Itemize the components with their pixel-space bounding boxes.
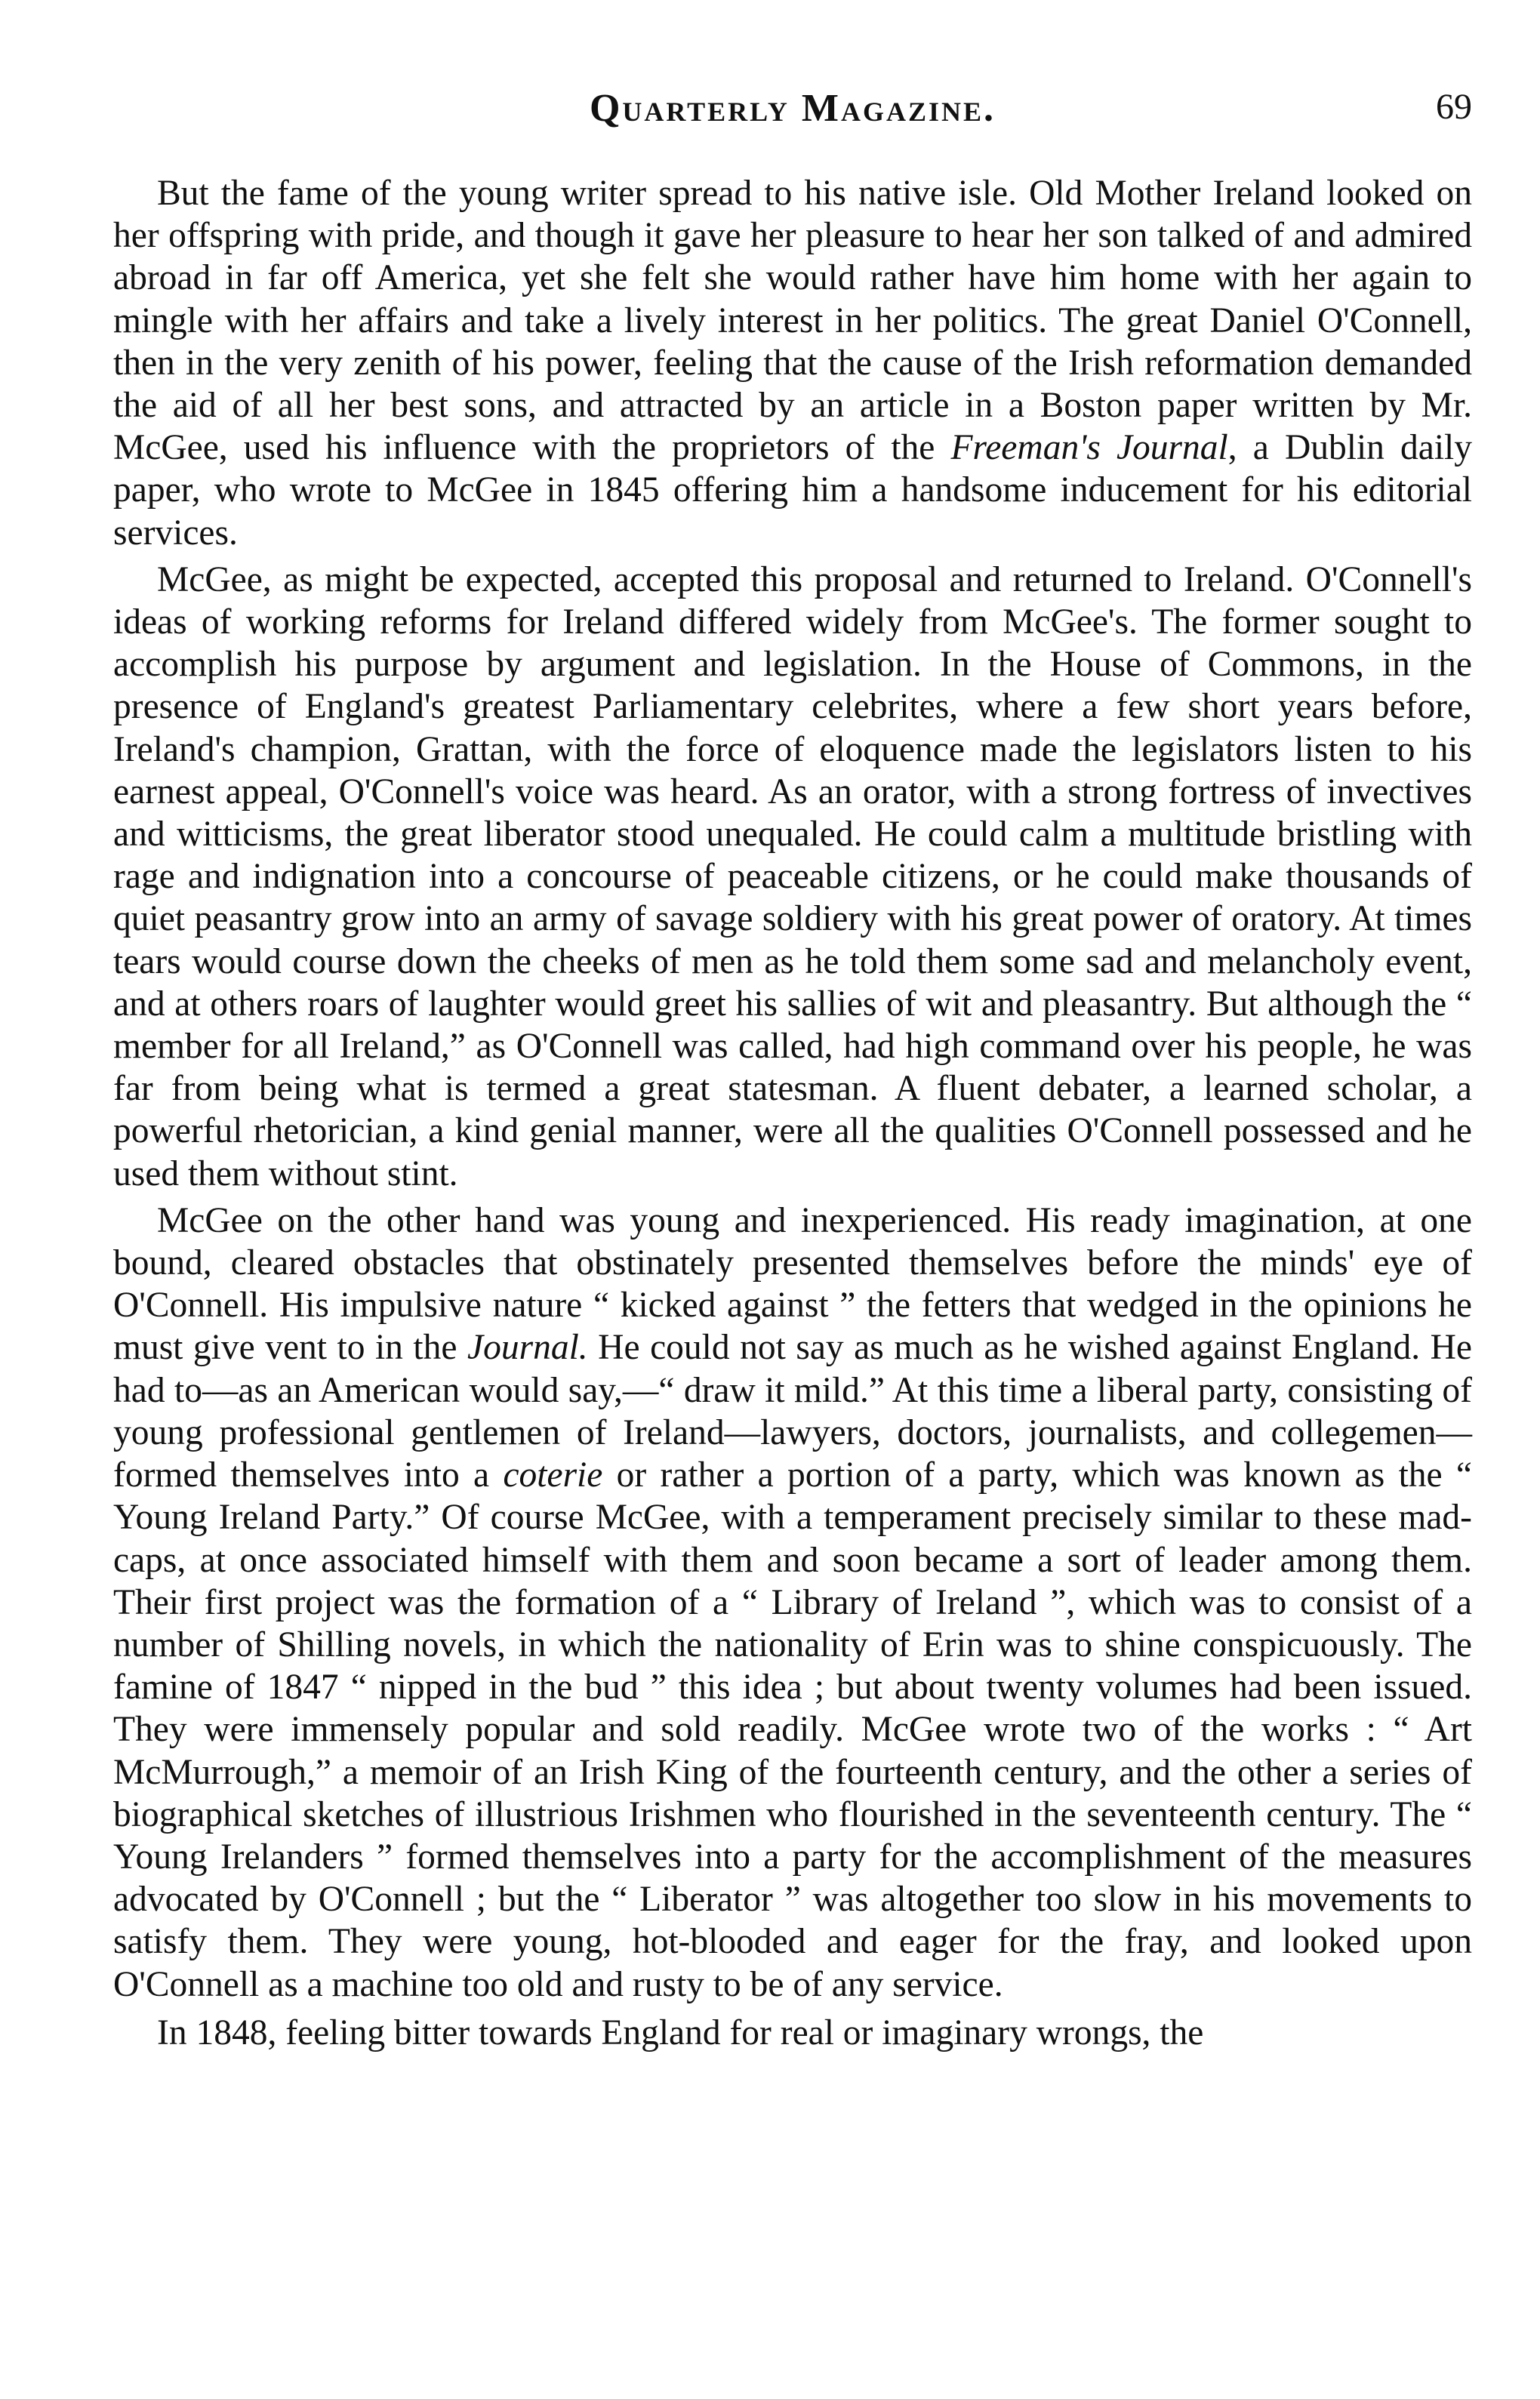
paragraph-text: McGee, as might be expected, accepted this proposal and returned to Ireland. O'Connell's ideas of working reforms for Ireland differed widely from McGee's. The former sought to accomplish his purpose by argument and legislation. In the House of Commons, in the presence of England's greatest Parliamentary celebrites, where a few short years before, Ireland's champion, Grattan, with the force of eloquence made the legislators listen to his earnest appeal, O'Connell's voice was heard. As an orator, with a strong fortress of invectives and witticisms, the great liberator stood unequaled. He could calm a multitude bristling with rage and indignation into a concourse of peaceable citizens, or he could make thousands of quiet peasantry grow into an army of savage soldiery with his great power of oratory. At times tears would course down the cheeks of men as he told them some sad and melancholy event, and at others roars of laughter would greet his sallies of wit and pleasantry. But although the “ member for all Ireland,” as O'Connell was called, had high command over his people, he was far from being what is termed a great statesman. A fluent debater, a learned scholar, a powerful rhetorician, a kind genial manner, were all the qualities O'Connell possessed and he used them without stint. bbox=[113, 559, 1472, 1193]
paragraph-text: or rather a portion of a party, which was known as the “ Young Ireland Party.” Of course McGee, with a temperament precisely similar to these mad-caps, at once associated himself with them and soon became a sort of leader among them. Their first project was the formation of a “ Library of Ireland ”, which was to consist of a number of Shilling novels, in which the nationality of Erin was to shine conspicuously. The famine of 1847 “ nipped in the bud ” this idea ; but about twenty volumes had been issued. They were immensely popular and sold readily. McGee wrote two of the works : “ Art McMurrough,” a memoir of an Irish King of the fourteenth century, and the other a series of biographical sketches of illustrious Irishmen who flourished in the seventeenth century. The “ Young Irelanders ” formed themselves into a party for the accomplishment of the measures advocated by O'Connell ; but the “ Liberator ” was altogether too slow in his movements to satisfy them. They were young, hot-blooded and eager for the fray, and looked upon O'Connell as a machine too old and rusty to be of any service. bbox=[113, 1455, 1472, 2004]
paragraph-text: McGee on the other hand was young and inexperienced. His ready imagination, at one bound, cleared obstacles that obstinately presented themselves before the minds' eye of O'Connell. His impulsive nature “ kicked against ” the fetters that wedged in the opinions he must give vent to in the bbox=[113, 1200, 1472, 1368]
running-title: Quarterly Magazine. bbox=[589, 87, 996, 130]
paragraph-text: He could not say as much as he wished against England. He had to—as an American would say,—“ draw it mild.” At this time a liberal party, consisting of young professional gentlemen of Ireland—lawyers, doctors, journalists, and collegemen—formed themselves into a bbox=[113, 1328, 1472, 1495]
body-text bbox=[113, 172, 1472, 2054]
paragraph-text: , a Dublin daily paper, who wrote to McGee in 1845 offering him a handsome inducement for his editorial services. bbox=[113, 428, 1472, 553]
paragraph-1 bbox=[113, 172, 1472, 554]
paragraph-2 bbox=[113, 559, 1472, 1195]
italic-text: coterie bbox=[503, 1455, 603, 1495]
running-head bbox=[113, 75, 1472, 136]
book-page bbox=[113, 75, 1472, 2054]
page-number: 69 bbox=[1436, 87, 1472, 127]
paragraph-text: But the fame of the young writer spread to his native isle. Old Mother Ireland looked on her offspring with pride, and though it gave her pleasure to hear her son talked of and admired abroad in far off America, yet she felt she would rather have him home with her again to mingle with her affairs and take a lively interest in her politics. The great Daniel O'Connell, then in the very zenith of his power, feeling that the cause of the Irish reformation demanded the aid of all her best sons, and attracted by an article in a Boston paper written by Mr. McGee, used his influence with the proprietors of the bbox=[113, 174, 1472, 468]
paragraph-3 bbox=[113, 1200, 1472, 2006]
italic-text: Freeman's Journal bbox=[950, 428, 1228, 468]
paragraph-4 bbox=[113, 2012, 1472, 2054]
paragraph-text: In 1848, feeling bitter towards England for real or imaginary wrongs, the bbox=[157, 2013, 1204, 2053]
italic-text: Journal. bbox=[467, 1328, 588, 1368]
